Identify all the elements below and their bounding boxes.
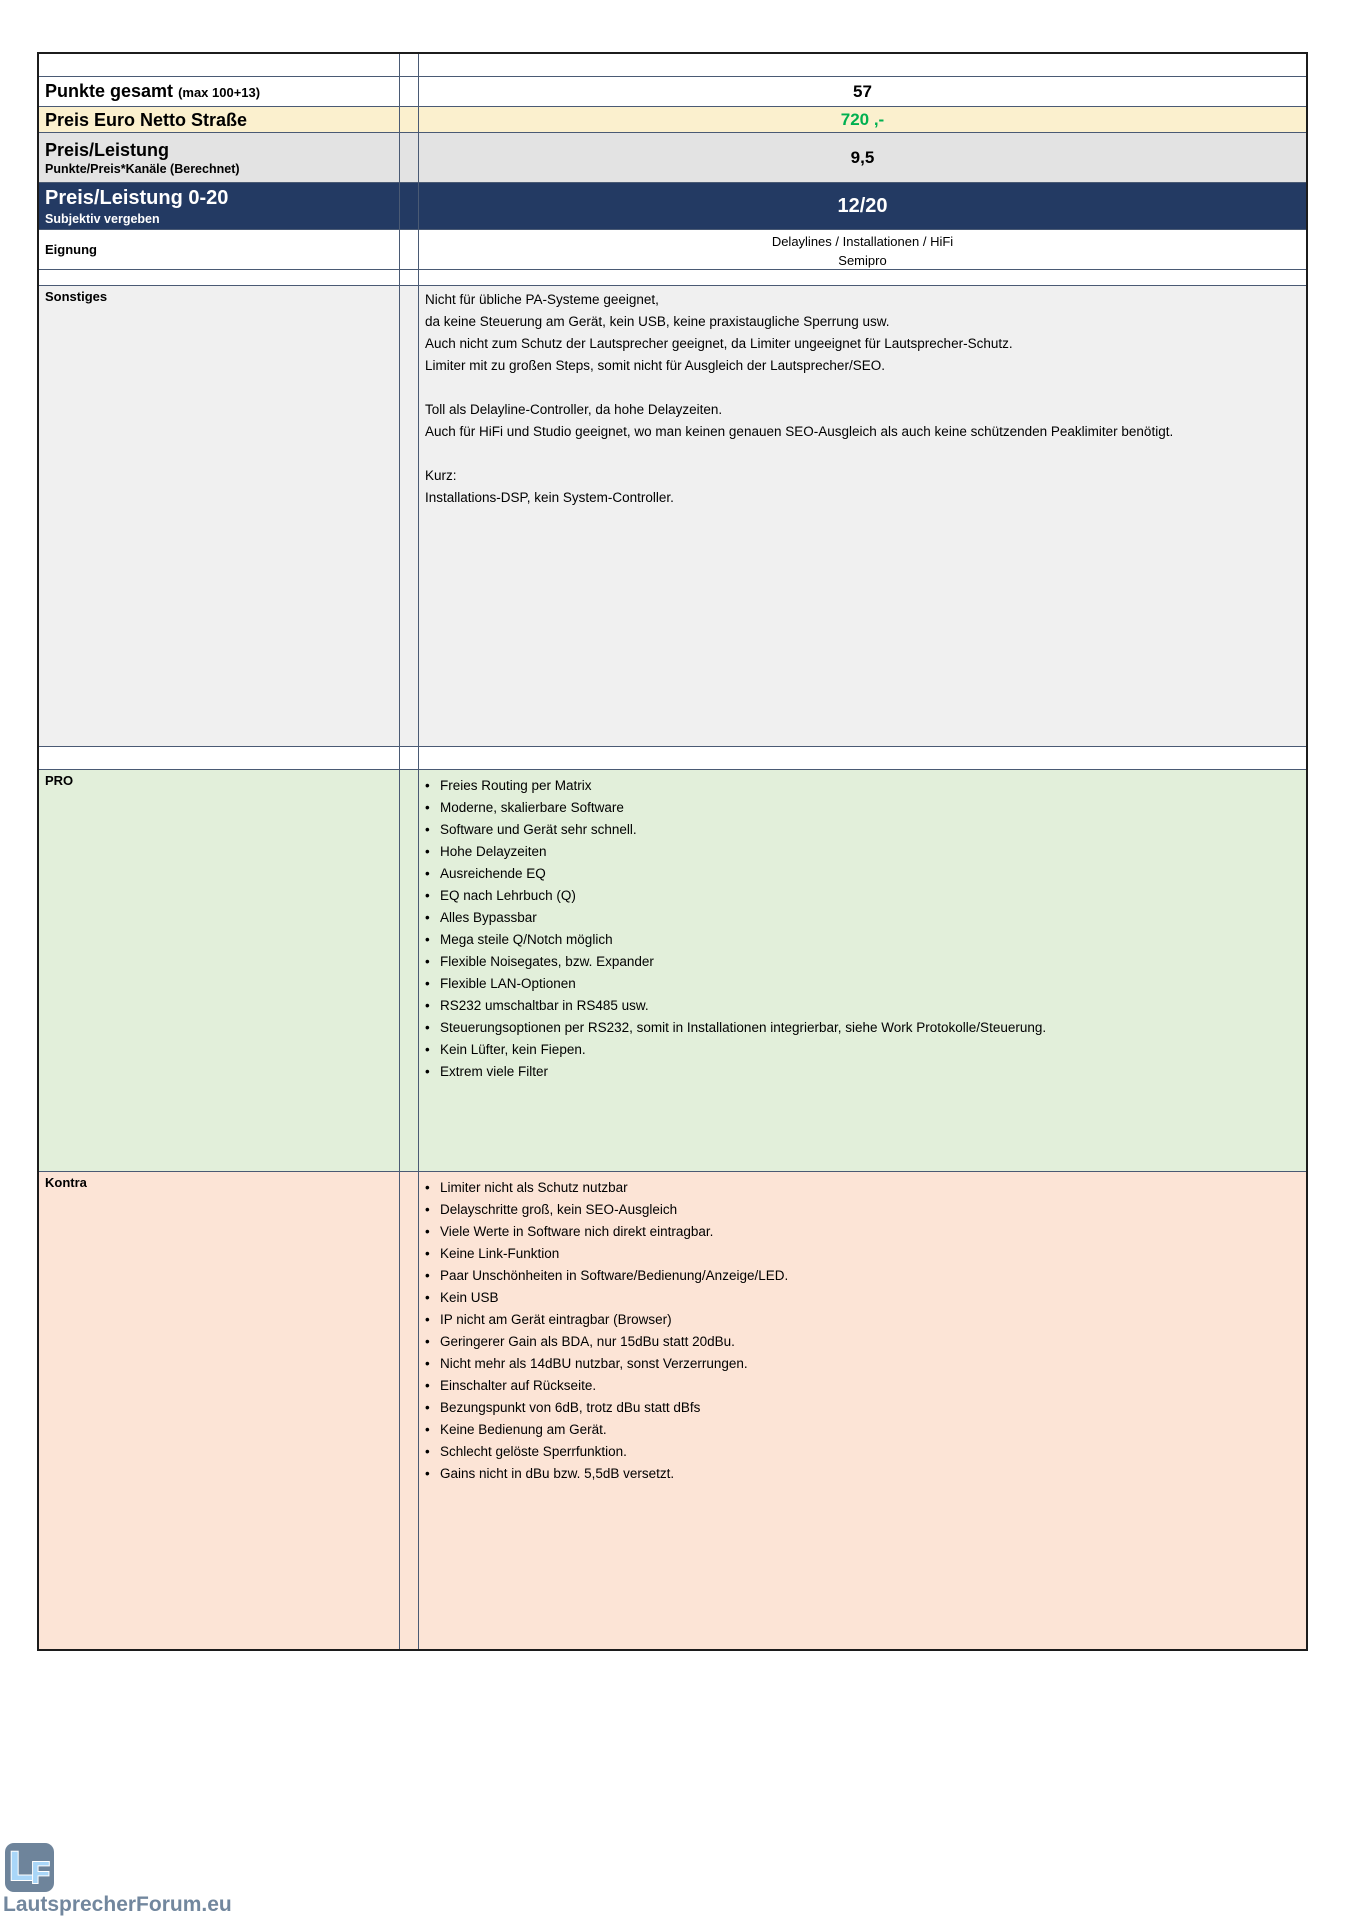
pro-list-item: • Hohe Delayzeiten <box>425 841 1300 863</box>
eignung-title: Eignung <box>45 242 97 257</box>
pro-list-item: • Freies Routing per Matrix <box>425 775 1300 797</box>
kontra-list-item: • Bezungspunkt von 6dB, trotz dBu statt dBfs <box>425 1397 1300 1419</box>
kontra-list-item: • Gains nicht in dBu bzw. 5,5dB versetzt. <box>425 1463 1300 1485</box>
bullet-glyph: • <box>425 1042 430 1057</box>
empty-row-value-cell <box>419 747 1306 770</box>
text-line <box>425 377 1300 399</box>
kontra-list-item: • Einschalter auf Rückseite. <box>425 1375 1300 1397</box>
empty-row-label-cell <box>39 54 400 77</box>
spacer-cell <box>400 770 419 1172</box>
value-preis-leistung-subjektiv <box>419 183 1306 230</box>
spacer-cell <box>400 270 419 286</box>
bullet-glyph: • <box>425 1378 430 1393</box>
bullet-glyph: • <box>425 1224 430 1239</box>
label-punkte-gesamt <box>39 77 400 107</box>
kontra-title: Kontra <box>45 1175 87 1190</box>
kontra-list-item: • Limiter nicht als Schutz nutzbar <box>425 1177 1300 1199</box>
pro-list-item: • Flexible LAN-Optionen <box>425 973 1300 995</box>
label-eignung <box>39 230 400 270</box>
kontra-list-item: • Delayschritte groß, kein SEO-Ausgleich <box>425 1199 1300 1221</box>
text-line: da keine Steuerung am Gerät, kein USB, keine praxistaugliche Sperrung usw. <box>425 314 890 329</box>
preis-leistung-value: 9,5 <box>850 147 875 167</box>
value-sonstiges <box>419 286 1306 747</box>
spacer-cell <box>400 230 419 270</box>
bullet-glyph: • <box>425 778 430 793</box>
bullet-glyph: • <box>425 844 430 859</box>
spacer-cell <box>400 747 419 770</box>
bullet-glyph: • <box>425 1180 430 1195</box>
spacer-cell <box>400 77 419 107</box>
bullet-glyph: • <box>425 822 430 837</box>
preis-leistung-subjektiv-value: 12/20 <box>837 194 888 217</box>
bullet-glyph: • <box>425 1246 430 1261</box>
spacer-cell <box>400 286 419 747</box>
pro-list-item: • EQ nach Lehrbuch (Q) <box>425 885 1300 907</box>
pro-list-item: • Moderne, skalierbare Software <box>425 797 1300 819</box>
bullet-glyph: • <box>425 910 430 925</box>
preis-leistung-sublabel: Punkte/Preis*Kanäle (Berechnet) <box>45 161 240 176</box>
bullet-glyph: • <box>425 1064 430 1079</box>
empty-row-value-cell <box>419 270 1306 286</box>
punkte-gesamt-title: Punkte gesamt <box>45 80 174 101</box>
pro-list-item: • Ausreichende EQ <box>425 863 1300 885</box>
label-sonstiges <box>39 286 400 747</box>
pro-list-item: • Mega steile Q/Notch möglich <box>425 929 1300 951</box>
label-preis-leistung <box>39 133 400 183</box>
empty-row-value-cell <box>419 54 1306 77</box>
text-line: Kurz: <box>425 468 457 483</box>
review-table <box>37 52 1308 1651</box>
kontra-list-item: • Nicht mehr als 14dBU nutzbar, sonst Verzerrungen. <box>425 1353 1300 1375</box>
eignung-line: Delaylines / Installationen / HiFi <box>771 234 954 249</box>
pro-list-item: • Flexible Noisegates, bzw. Expander <box>425 951 1300 973</box>
kontra-list-item: • Geringerer Gain als BDA, nur 15dBu statt 20dBu. <box>425 1331 1300 1353</box>
logo-letter-f: F <box>31 1855 50 1890</box>
site-name: LautsprecherForum.eu <box>3 1893 232 1916</box>
punkte-gesamt-note: (max 100+13) <box>178 84 261 100</box>
spacer-cell <box>400 54 419 77</box>
punkte-gesamt-value: 57 <box>853 81 872 101</box>
value-eignung <box>419 230 1306 270</box>
bullet-glyph: • <box>425 1356 430 1371</box>
text-line: Auch nicht zum Schutz der Lautsprecher geeignet, da Limiter ungeeignet für Lautsprecher-Schutz. <box>425 336 1013 351</box>
pro-list-item: • RS232 umschaltbar in RS485 usw. <box>425 995 1300 1017</box>
kontra-list-item: • Kein USB <box>425 1287 1300 1309</box>
bullet-glyph: • <box>425 1202 430 1217</box>
value-pro <box>419 770 1306 1172</box>
value-punkte-gesamt <box>419 77 1306 107</box>
value-preis-leistung <box>419 133 1306 183</box>
kontra-list-item: • Viele Werte in Software nich direkt eintragbar. <box>425 1221 1300 1243</box>
text-line: Installations-DSP, kein System-Controller. <box>425 490 674 505</box>
empty-row-label-cell <box>39 747 400 770</box>
spacer-cell <box>400 133 419 183</box>
text-line: Auch für HiFi und Studio geeignet, wo man keinen genauen SEO-Ausgleich als auch keine schützenden Peaklimiter benötigt. <box>425 424 1174 439</box>
label-pro <box>39 770 400 1172</box>
bullet-glyph: • <box>425 1312 430 1327</box>
kontra-list-item: • Schlecht gelöste Sperrfunktion. <box>425 1441 1300 1463</box>
text-line: Nicht für übliche PA-Systeme geeignet, <box>425 292 659 307</box>
bullet-glyph: • <box>425 866 430 881</box>
kontra-list-item: • Keine Link-Funktion <box>425 1243 1300 1265</box>
value-kontra <box>419 1172 1306 1649</box>
preis-title: Preis Euro Netto Straße <box>45 109 248 130</box>
preis-value: 720 ,- <box>840 109 885 129</box>
spacer-cell <box>400 1172 419 1649</box>
sonstiges-title: Sonstiges <box>45 289 108 304</box>
logo-letter-l: L <box>9 1843 35 1889</box>
pro-list-item: • Alles Bypassbar <box>425 907 1300 929</box>
pro-list-item: • Steuerungsoptionen per RS232, somit in Installationen integrierbar, siehe Work Protokolle/Steuerung. <box>425 1017 1300 1039</box>
bullet-glyph: • <box>425 1334 430 1349</box>
pro-list-item: • Software und Gerät sehr schnell. <box>425 819 1300 841</box>
kontra-list-item: • IP nicht am Gerät eintragbar (Browser) <box>425 1309 1300 1331</box>
footer-logo <box>5 1843 54 1892</box>
pro-title: PRO <box>45 773 74 788</box>
spacer-cell <box>400 107 419 133</box>
text-line: Limiter mit zu großen Steps, somit nicht für Ausgleich der Lautsprecher/SEO. <box>425 358 885 373</box>
empty-row-label-cell <box>39 270 400 286</box>
preis-leistung-subjektiv-title: Preis/Leistung 0-20 <box>45 186 229 209</box>
preis-leistung-subjektiv-sublabel: Subjektiv vergeben <box>45 211 160 226</box>
pro-list-item: • Extrem viele Filter <box>425 1061 1300 1083</box>
text-line: Toll als Delayline-Controller, da hohe Delayzeiten. <box>425 402 723 417</box>
label-preis-leistung-subjektiv <box>39 183 400 230</box>
bullet-glyph: • <box>425 932 430 947</box>
bullet-glyph: • <box>425 1444 430 1459</box>
label-preis <box>39 107 400 133</box>
bullet-glyph: • <box>425 1020 430 1035</box>
bullet-glyph: • <box>425 1290 430 1305</box>
eignung-line: Semipro <box>838 253 887 268</box>
spacer-cell <box>400 183 419 230</box>
bullet-glyph: • <box>425 998 430 1013</box>
pro-list-item: • Kein Lüfter, kein Fiepen. <box>425 1039 1300 1061</box>
bullet-glyph: • <box>425 888 430 903</box>
bullet-glyph: • <box>425 1466 430 1481</box>
bullet-glyph: • <box>425 1268 430 1283</box>
value-preis <box>419 107 1306 133</box>
preis-leistung-title: Preis/Leistung <box>45 139 170 160</box>
bullet-glyph: • <box>425 800 430 815</box>
label-kontra <box>39 1172 400 1649</box>
text-line <box>425 443 1300 465</box>
bullet-glyph: • <box>425 1422 430 1437</box>
kontra-list-item: • Paar Unschönheiten in Software/Bedienung/Anzeige/LED. <box>425 1265 1300 1287</box>
kontra-list-item: • Keine Bedienung am Gerät. <box>425 1419 1300 1441</box>
bullet-glyph: • <box>425 976 430 991</box>
bullet-glyph: • <box>425 954 430 969</box>
bullet-glyph: • <box>425 1400 430 1415</box>
